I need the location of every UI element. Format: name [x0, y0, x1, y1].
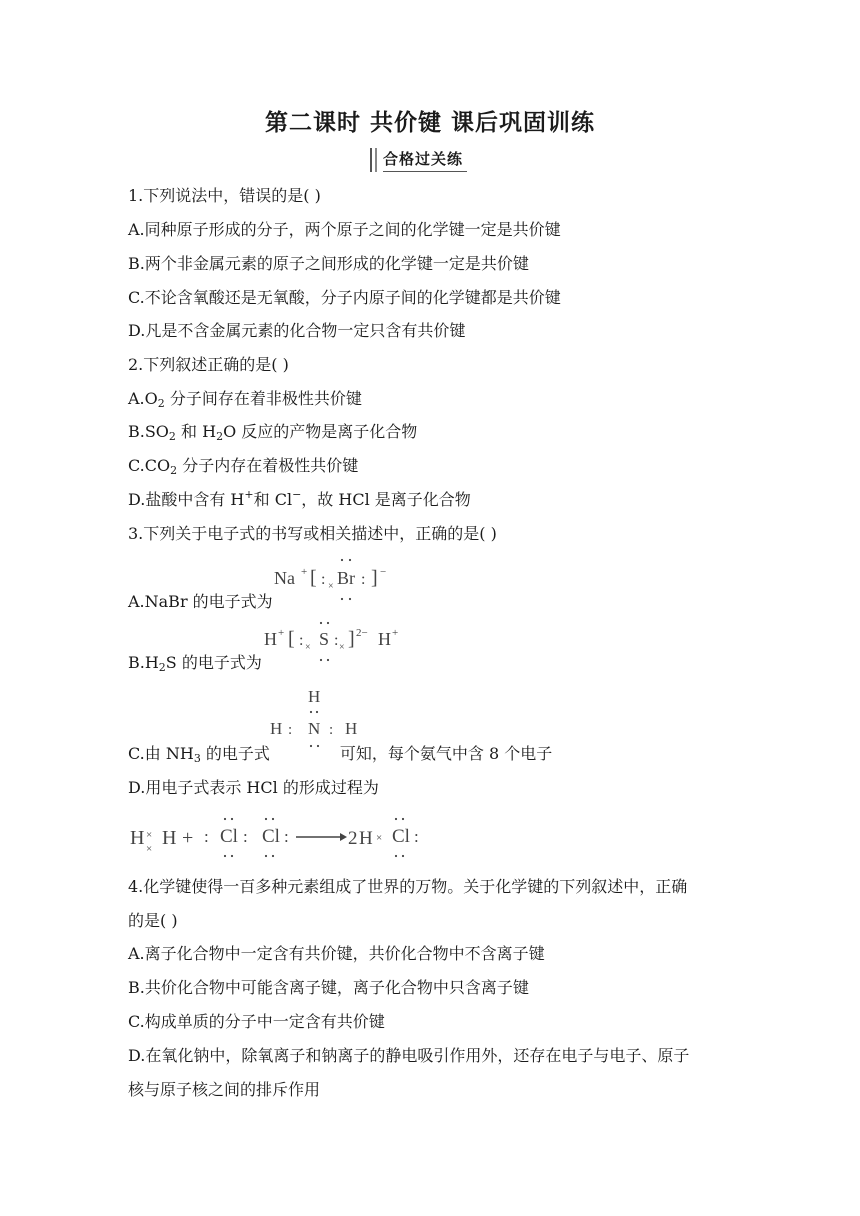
svg-text:×: × [376, 832, 383, 844]
q4-option-a: A.离子化合物中一定含有共价键，共价化合物中不含离子键 [128, 944, 545, 963]
svg-text:H: H [264, 629, 277, 649]
svg-text:×: × [146, 829, 153, 841]
svg-text:H: H [378, 629, 391, 649]
svg-text::: : [299, 632, 304, 649]
svg-text:H: H [162, 827, 177, 849]
svg-text:+: + [182, 827, 194, 849]
nabr-electron-formula [272, 553, 422, 605]
q2-option-d: D.盐酸中含有 H+和 Cl−，故 HCl 是离子化合物 [128, 488, 471, 509]
svg-text:H: H [308, 687, 321, 706]
q3-option-c: C.由 $NH_3$ 的电子式 可知，每个氨气中含 8 个电子 [128, 744, 553, 765]
svg-text::: : [334, 632, 339, 649]
svg-text:×: × [339, 642, 345, 653]
svg-text::: : [288, 722, 293, 738]
svg-text:[: [ [310, 567, 317, 589]
q4-option-d-line2: 核与原子核之间的排斥作用 [128, 1080, 321, 1099]
svg-text:]: ] [348, 628, 355, 650]
svg-text:H: H [270, 719, 283, 738]
q3-option-b: $B.H_2S$ 的电子式为 [128, 653, 262, 674]
svg-text:H: H [359, 828, 373, 849]
q4-stem-line1: 4.化学键使得一百多种元素组成了世界的万物。关于化学键的下列叙述中，正确 [128, 877, 688, 896]
svg-text:2−: 2− [356, 627, 368, 639]
q1-option-d: D.凡是不含金属元素的化合物一定只含有共价键 [128, 321, 466, 340]
svg-text:S: S [319, 629, 330, 649]
svg-text::: : [243, 827, 248, 846]
nh3-electron-formula [268, 682, 378, 754]
svg-text:Cl: Cl [262, 826, 280, 847]
q2-option-c: $C.CO_2$ 分子内存在着极性共价键 [128, 456, 359, 477]
svg-text:H: H [130, 827, 145, 849]
svg-text:Cl: Cl [220, 826, 238, 847]
q1-option-a: A.同种原子形成的分子，两个原子之间的化学键一定是共价键 [128, 220, 561, 239]
svg-text::: : [321, 571, 326, 588]
svg-text::: : [361, 571, 366, 588]
q2-option-b: $B.SO_2$ 和 $H_2O$ 反应的产物是离子化合物 [128, 422, 418, 443]
q3-stem: 3.下列关于电子式的书写或相关描述中，正确的是( ) [128, 524, 497, 543]
page-title: 第二课时 共价键 课后巩固训练 [264, 110, 595, 136]
svg-text:Na: Na [274, 568, 295, 588]
section-badge [370, 146, 467, 174]
q1-stem: 1.下列说法中，错误的是( ) [128, 186, 321, 205]
q2-option-a: $A.O_2$ 分子间存在着非极性共价键 [128, 389, 362, 410]
svg-text:2: 2 [348, 828, 358, 849]
q4-stem-line2: 的是( ) [128, 911, 178, 930]
q1-option-c: C.不论含氧酸还是无氧酸，分子内原子间的化学键都是共价键 [128, 288, 561, 307]
hcl-formation-formula [128, 808, 438, 864]
badge-label: 合格过关练 [383, 148, 467, 172]
h2s-electron-formula [262, 614, 412, 666]
svg-text:×: × [305, 642, 311, 653]
q3-option-d: D.用电子式表示 HCl 的形成过程为 [128, 778, 379, 797]
q2-stem: 2.下列叙述正确的是( ) [128, 355, 289, 374]
svg-text:×: × [146, 843, 153, 855]
q4-option-d-line1: D.在氧化钠中，除氧离子和钠离子的静电吸引作用外，还存在电子与电子、原子 [128, 1046, 690, 1065]
svg-text::: : [284, 827, 289, 846]
svg-text::: : [414, 827, 419, 846]
svg-text:+: + [392, 627, 399, 639]
svg-text::: : [329, 722, 334, 738]
svg-text:N: N [308, 719, 321, 738]
q3-option-a: A.NaBr 的电子式为 [128, 592, 273, 611]
svg-text:+: + [301, 566, 308, 578]
q4-option-b: B.共价化合物中可能含离子键，离子化合物中只含离子键 [128, 978, 529, 997]
svg-text:Br: Br [337, 568, 355, 588]
svg-text:−: − [380, 566, 387, 578]
svg-text:×: × [328, 581, 334, 592]
svg-text:]: ] [371, 567, 378, 589]
svg-text:+: + [278, 627, 285, 639]
badge-bars-icon [370, 148, 377, 172]
svg-text:[: [ [288, 628, 295, 650]
svg-text::: : [204, 827, 209, 846]
svg-text:Cl: Cl [392, 826, 410, 847]
svg-text:H: H [345, 719, 358, 738]
q1-option-b: B.两个非金属元素的原子之间形成的化学键一定是共价键 [128, 254, 529, 273]
q4-option-c: C.构成单质的分子中一定含有共价键 [128, 1012, 385, 1031]
